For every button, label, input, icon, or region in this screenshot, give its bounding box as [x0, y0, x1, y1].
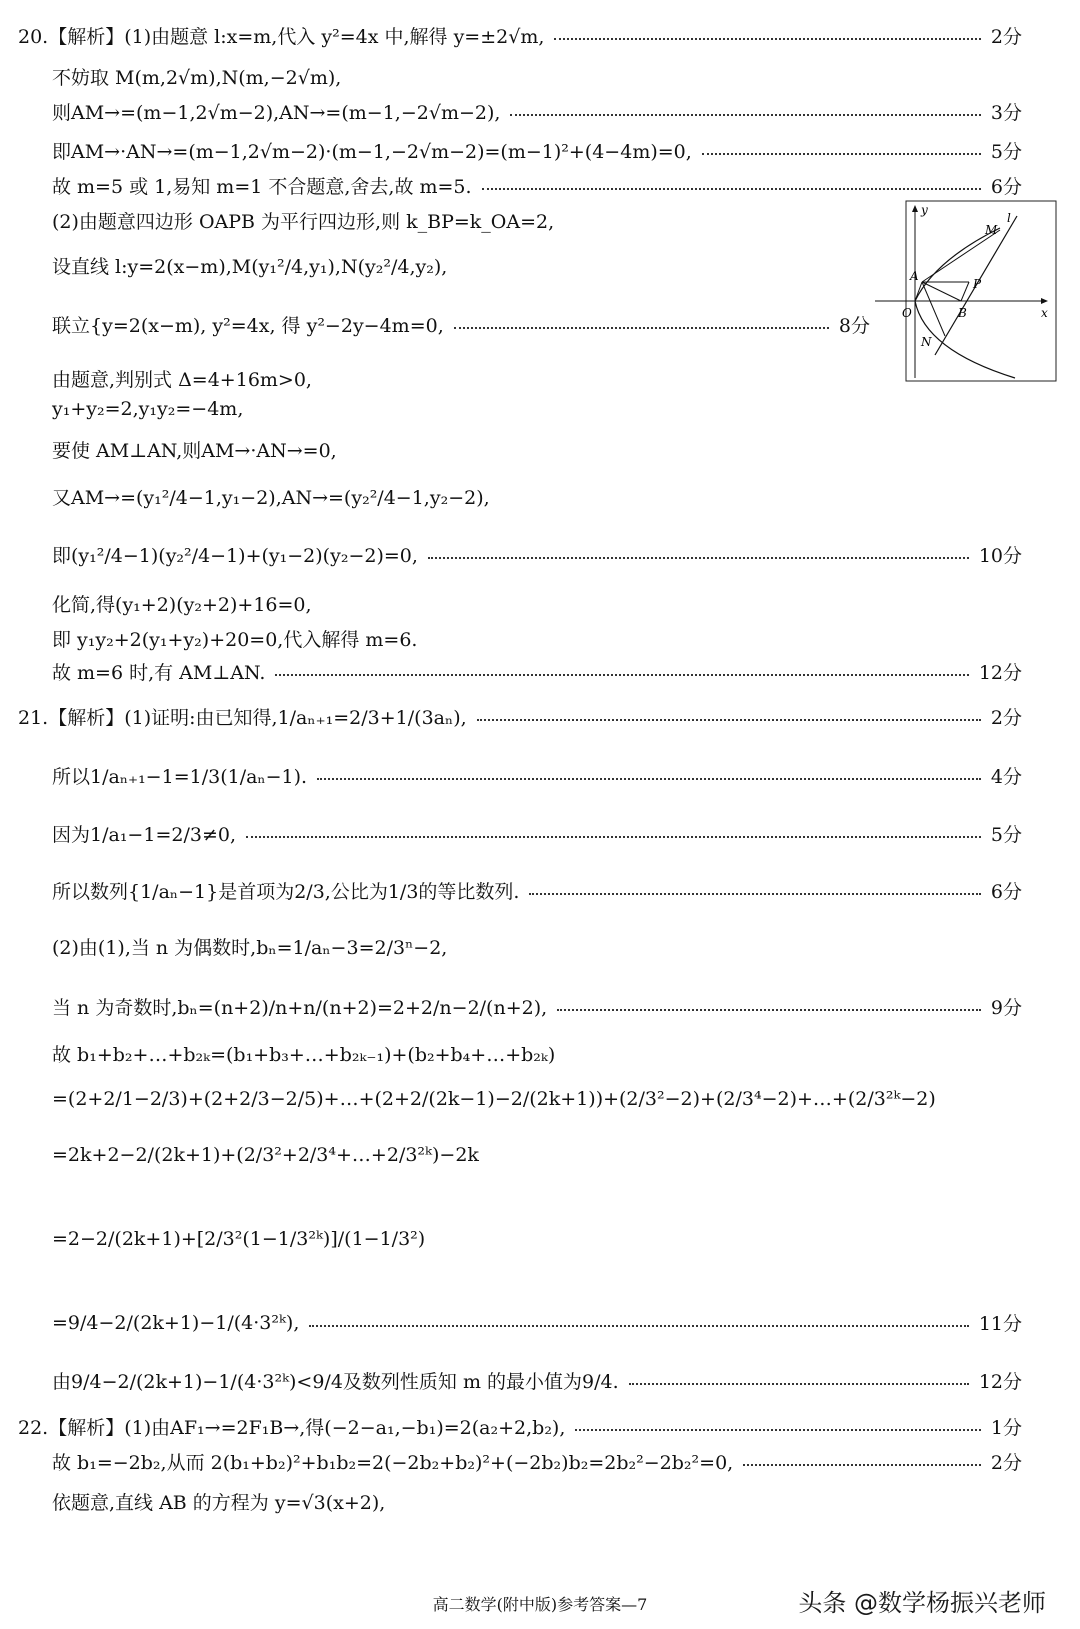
score-label: 2分	[990, 26, 1022, 48]
line-text: 设直线 l:y=2(x−m),M(y₁²/4,y₁),N(y₂²/4,y₂),	[52, 256, 448, 278]
answer-line	[52, 252, 870, 279]
answer-line	[52, 762, 1022, 789]
line-text: 22.【解析】(1)由AF₁→=2F₁B→,得(−2−a₁,−b₁)=2(a₂+2,b₂),	[18, 1417, 566, 1439]
leader-dots	[482, 188, 981, 190]
label-O: O	[902, 306, 912, 320]
answer-line	[52, 98, 1022, 125]
leader-dots	[510, 114, 980, 116]
answer-line	[52, 1144, 1022, 1166]
answer-line	[52, 820, 1022, 847]
line-text: =2−2/(2k+1)+[2/3²(1−1/3²ᵏ)]/(1−1/3²)	[52, 1228, 426, 1250]
line-text: 21.【解析】(1)证明:由已知得,1/aₙ₊₁=2/3+1/(3aₙ),	[18, 707, 467, 729]
line-text: 故 b₁+b₂+…+b₂ₖ=(b₁+b₃+…+b₂ₖ₋₁)+(b₂+b₄+…+b₂ₖ)	[52, 1044, 556, 1066]
parabola-figure	[902, 200, 1057, 382]
line-text: 化简,得(y₁+2)(y₂+2)+16=0,	[52, 594, 312, 616]
score-label: 11分	[978, 1313, 1022, 1335]
score-label: 9分	[990, 997, 1022, 1019]
line-text: 故 m=6 时,有 AM⊥AN.	[52, 662, 266, 684]
answer-line	[52, 436, 1022, 463]
answer-line	[52, 993, 1022, 1020]
line-text: 由9/4−2/(2k+1)−1/(4·3²ᵏ)<9/4及数列性质知 m 的最小值为9/4.	[52, 1371, 619, 1393]
leader-dots	[428, 557, 969, 559]
answer-line	[18, 703, 1022, 730]
answer-line	[52, 625, 1022, 652]
line-text: 当 n 为奇数时,bₙ=(n+2)/n+n/(n+2)=2+2/n−2/(n+2),	[52, 997, 548, 1019]
answer-line	[52, 398, 1022, 420]
answer-line	[18, 22, 1022, 49]
answer-line	[52, 483, 1022, 510]
line-text: 依题意,直线 AB 的方程为 y=√3(x+2),	[52, 1492, 386, 1514]
line-text: =(2+2/1−2/3)+(2+2/3−2/5)+…+(2+2/(2k−1)−2/(2k+1))+(2/3²−2)+(2/3⁴−2)+…+(2/3²ᵏ−2)	[52, 1088, 936, 1110]
line-text: 要使 AM⊥AN,则AM→·AN→=0,	[52, 440, 337, 462]
label-N: N	[921, 335, 932, 349]
line-text: (2)由(1),当 n 为偶数时,bₙ=1/aₙ−3=2/3ⁿ−2,	[52, 937, 448, 959]
line-text: 则AM→=(m−1,2√m−2),AN→=(m−1,−2√m−2),	[52, 102, 501, 124]
score-label: 2分	[990, 1452, 1022, 1474]
label-M: M	[985, 223, 998, 237]
score-label: 6分	[990, 176, 1022, 198]
answer-line	[52, 1228, 1022, 1250]
line-text: 因为1/a₁−1=2/3≠0,	[52, 824, 236, 846]
leader-dots	[309, 1325, 968, 1327]
answer-line	[52, 207, 870, 234]
line-text: =9/4−2/(2k+1)−1/(4·3²ᵏ),	[52, 1311, 300, 1334]
score-label: 6分	[990, 881, 1022, 903]
line-text: 联立{y=2(x−m), y²=4x, 得 y²−2y−4m=0,	[52, 315, 444, 337]
label-x: x	[1041, 306, 1048, 320]
answer-line	[52, 311, 870, 338]
line-text: 即(y₁²/4−1)(y₂²/4−1)+(y₁−2)(y₂−2)=0,	[52, 545, 418, 567]
score-label: 4分	[990, 766, 1022, 788]
line-text: 故 m=5 或 1,易知 m=1 不合题意,舍去,故 m=5.	[52, 176, 472, 198]
line-text: 20.【解析】(1)由题意 l:x=m,代入 y²=4x 中,解得 y=±2√m,	[18, 26, 545, 48]
answer-line	[52, 1367, 1022, 1394]
leader-dots	[575, 1429, 981, 1431]
label-l: l	[1007, 211, 1011, 225]
leader-dots	[246, 836, 981, 838]
answer-line	[52, 1309, 1022, 1336]
answer-line	[52, 877, 1022, 904]
line-text: 又AM→=(y₁²/4−1,y₁−2),AN→=(y₂²/4−1,y₂−2),	[52, 487, 490, 509]
score-label: 3分	[990, 102, 1022, 124]
line-text: 即 y₁y₂+2(y₁+y₂)+20=0,代入解得 m=6.	[52, 629, 418, 651]
watermark: 头条 @数学杨振兴老师	[798, 1589, 1046, 1617]
answer-line	[52, 658, 1022, 685]
page-footer: 高二数学(附中版)参考答案—7	[432, 1595, 648, 1614]
score-label: 5分	[990, 824, 1022, 846]
line-text: 所以数列{1/aₙ−1}是首项为2/3,公比为1/3的等比数列.	[52, 881, 520, 903]
score-label: 1分	[990, 1417, 1022, 1439]
leader-dots	[629, 1383, 969, 1385]
line-text: 由题意,判别式 Δ=4+16m>0,	[52, 369, 312, 391]
leader-dots	[743, 1464, 981, 1466]
answer-line	[52, 1448, 1022, 1475]
leader-dots	[477, 719, 981, 721]
label-P: P	[973, 277, 982, 291]
line-text: 故 b₁=−2b₂,从而 2(b₁+b₂)²+b₁b₂=2(−2b₂+b₂)²+(−2b₂)b₂=2b₂²−2b₂²=0,	[52, 1452, 734, 1474]
answer-line	[52, 1088, 1022, 1110]
answer-line	[52, 933, 1022, 960]
answer-line	[52, 137, 1022, 164]
answer-line	[18, 1413, 1022, 1440]
answer-line	[52, 590, 1022, 617]
score-label: 2分	[990, 707, 1022, 729]
answer-line	[52, 541, 1022, 568]
score-label: 8分	[838, 315, 870, 337]
leader-dots	[702, 153, 981, 155]
line-text: y₁+y₂=2,y₁y₂=−4m,	[52, 398, 244, 420]
score-label: 10分	[978, 545, 1022, 567]
line-text: 即AM→·AN→=(m−1,2√m−2)·(m−1,−2√m−2)=(m−1)²+(4−4m)=0,	[52, 141, 692, 163]
score-label: 12分	[978, 1371, 1022, 1393]
leader-dots	[275, 674, 968, 676]
line-text: 不妨取 M(m,2√m),N(m,−2√m),	[52, 67, 342, 89]
line-text: =2k+2−2/(2k+1)+(2/3²+2/3⁴+…+2/3²ᵏ)−2k	[52, 1144, 479, 1166]
line-text: 所以1/aₙ₊₁−1=1/3(1/aₙ−1).	[52, 766, 308, 788]
answer-line	[52, 1488, 1022, 1515]
answer-line	[52, 172, 1022, 199]
leader-dots	[317, 778, 981, 780]
leader-dots	[454, 327, 829, 329]
answer-line	[52, 1040, 1022, 1067]
label-A: A	[910, 269, 919, 283]
score-label: 5分	[990, 141, 1022, 163]
line-text: (2)由题意四边形 OAPB 为平行四边形,则 k_BP=k_OA=2,	[52, 211, 555, 233]
leader-dots	[557, 1009, 981, 1011]
leader-dots	[554, 38, 981, 40]
answer-line	[52, 63, 1022, 90]
leader-dots	[529, 893, 980, 895]
answer-line	[52, 365, 870, 392]
label-B: B	[958, 306, 967, 320]
score-label: 12分	[978, 662, 1022, 684]
label-y: y	[921, 203, 928, 217]
